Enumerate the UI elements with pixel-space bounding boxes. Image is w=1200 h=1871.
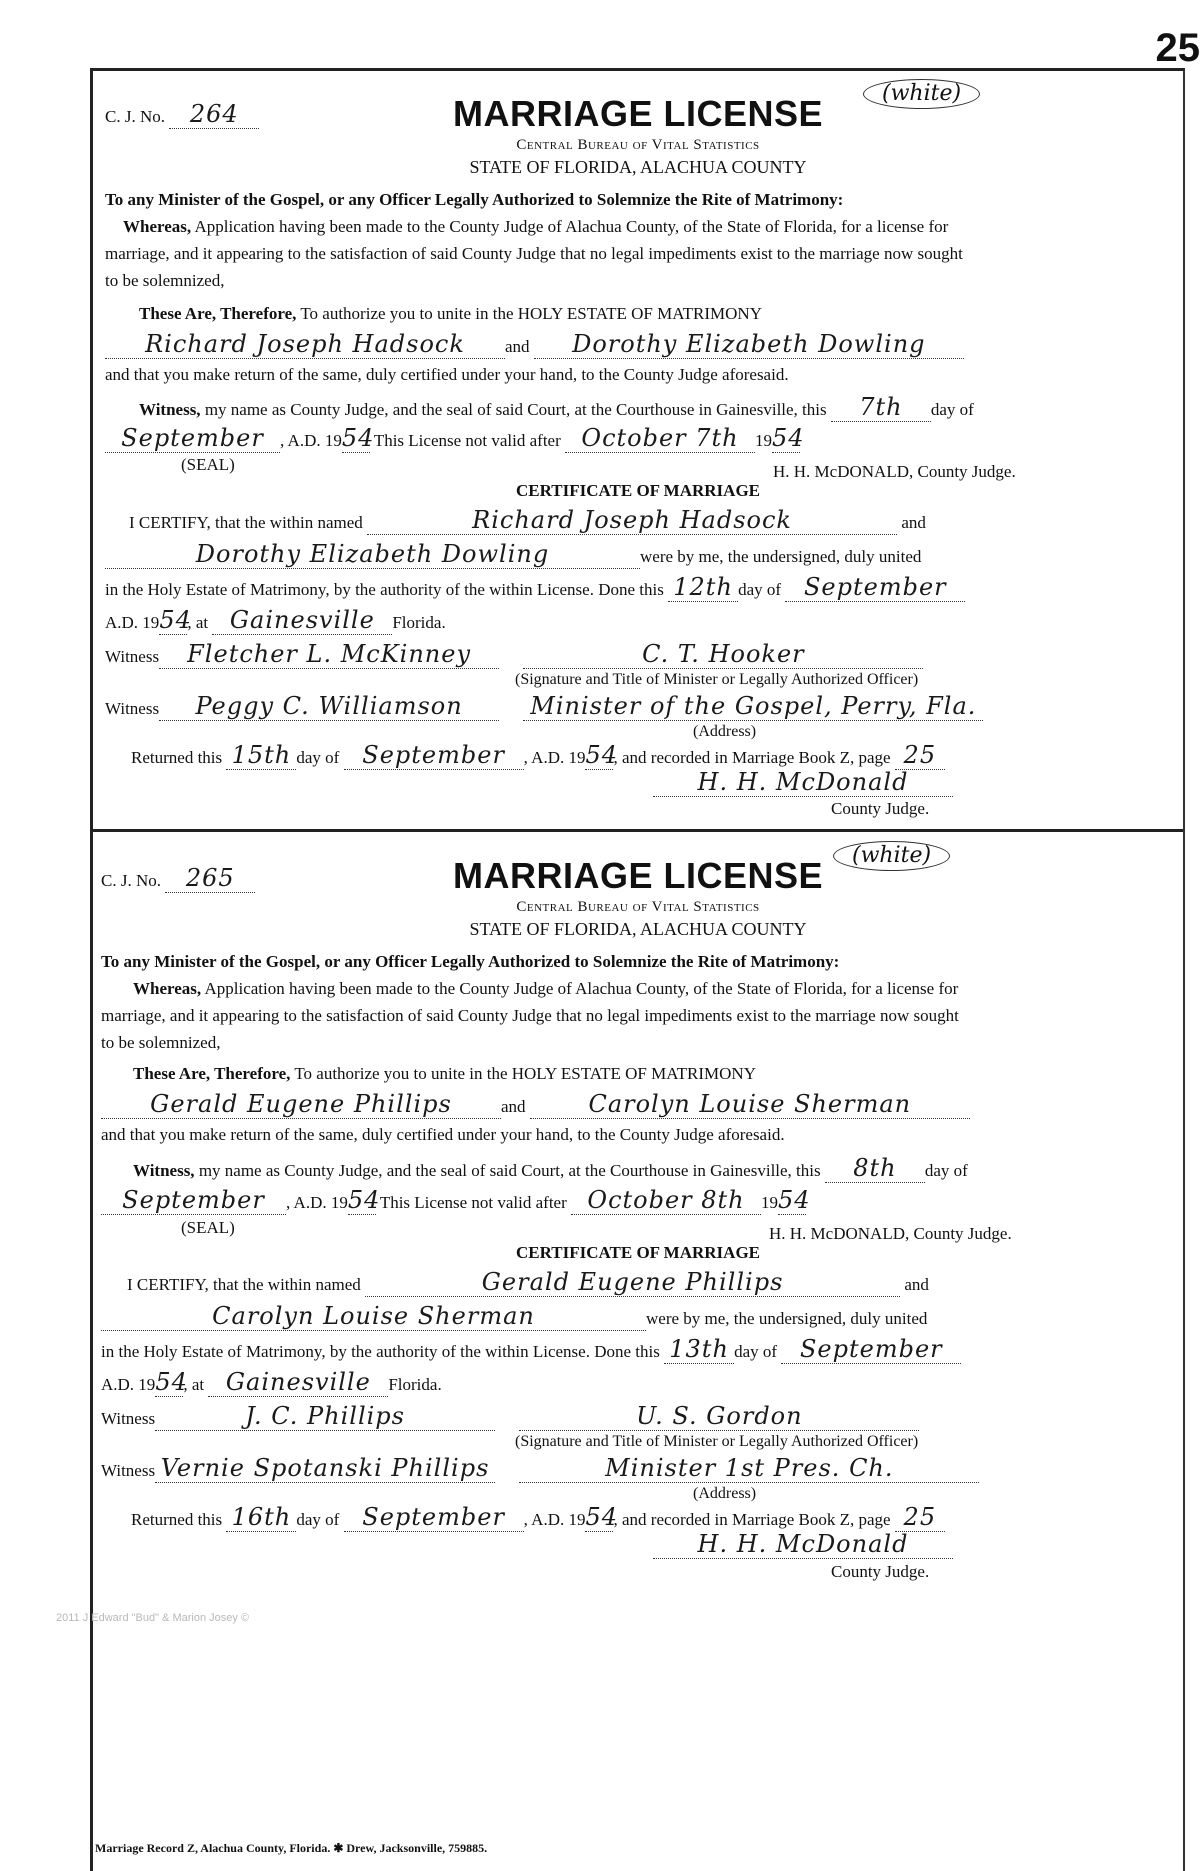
day-of: day of xyxy=(931,400,974,419)
witness-label: Witness xyxy=(101,1461,155,1480)
returned-line xyxy=(131,744,945,770)
and-word: and xyxy=(505,337,530,356)
address-line: To any Minister of the Gospel, or any Officer Legally Authorized to Solemnize the Rite of Matrimony: xyxy=(101,951,839,973)
witness-seal-line xyxy=(139,396,974,422)
issue-month: September xyxy=(122,1189,265,1211)
recorder-signature-line xyxy=(653,1533,953,1559)
bride-united-line xyxy=(101,1305,927,1331)
address-caption: (Address) xyxy=(693,1483,756,1505)
witness-1-line xyxy=(105,643,923,669)
issue-date-line xyxy=(105,427,800,453)
bride-name: Dorothy Elizabeth Dowling xyxy=(572,333,925,355)
witness-1: J. C. Phillips xyxy=(245,1405,405,1427)
certificate-heading: CERTIFICATE OF MARRIAGE xyxy=(93,481,1183,501)
certificate-heading: CERTIFICATE OF MARRIAGE xyxy=(93,1243,1183,1263)
state-county: STATE OF FLORIDA, ALACHUA COUNTY xyxy=(93,157,1183,178)
united-text: were by me, the undersigned, duly united xyxy=(640,547,921,566)
ad-label: , A.D. 19 xyxy=(286,1193,348,1212)
witness-2-line xyxy=(105,695,983,721)
place-line xyxy=(101,1371,442,1397)
day-of: day of xyxy=(296,1510,339,1529)
day-of: day of xyxy=(925,1161,968,1180)
not-valid-text: This License not valid after xyxy=(374,431,561,450)
seal: (SEAL) xyxy=(181,1217,235,1239)
expiry-year: 54 xyxy=(778,1189,811,1211)
record-page xyxy=(90,68,1185,1871)
names-line xyxy=(101,1093,970,1119)
returned-month: September xyxy=(362,1506,505,1528)
officer-address: Minister 1st Pres. Ch. xyxy=(605,1457,893,1479)
signature-caption: (Signature and Title of Minister or Legally Authorized Officer) xyxy=(515,669,918,691)
cj-label: C. J. No. xyxy=(105,107,165,126)
returned-line xyxy=(131,1506,945,1532)
signature-caption: (Signature and Title of Minister or Legally Authorized Officer) xyxy=(515,1431,918,1453)
witness-2: Vernie Spotanski Phillips xyxy=(161,1457,490,1479)
whereas-lead: Whereas, xyxy=(133,979,201,998)
united-text: were by me, the undersigned, duly united xyxy=(646,1309,927,1328)
place-line xyxy=(105,609,446,635)
certify-line xyxy=(129,509,926,535)
done-month: September xyxy=(800,1338,943,1360)
witness-seal-line xyxy=(133,1157,968,1183)
done-day: 12th xyxy=(673,576,733,598)
ad-label: A.D. 19 xyxy=(101,1375,155,1394)
whereas-line-3: to be solemnized, xyxy=(101,1032,220,1054)
race-note: (white) xyxy=(833,841,950,871)
certify-text: I CERTIFY, that the within named xyxy=(129,513,363,532)
recorder-signature: H. H. McDonald xyxy=(698,1533,909,1555)
state-county: STATE OF FLORIDA, ALACHUA COUNTY xyxy=(93,919,1183,940)
witness-2-line xyxy=(101,1457,979,1483)
bride-united-line xyxy=(105,543,921,569)
these-lead: These Are, Therefore, xyxy=(133,1064,290,1083)
holy-text: in the Holy Estate of Matrimony, by the authority of the within License. Done this xyxy=(105,580,664,599)
ad-label: , A.D. 19 xyxy=(280,431,342,450)
expiry-year: 54 xyxy=(772,427,805,449)
issue-day: 8th xyxy=(853,1157,896,1179)
whereas-line-1 xyxy=(123,216,948,238)
expiry-year-prefix: 19 xyxy=(755,431,772,450)
expiry-year-prefix: 19 xyxy=(761,1193,778,1212)
issue-day: 7th xyxy=(859,396,902,418)
returned-day: 16th xyxy=(232,1506,292,1528)
these-are-line xyxy=(139,303,762,325)
seal: (SEAL) xyxy=(181,454,235,476)
florida: Florida. xyxy=(388,1375,441,1394)
returned-day: 15th xyxy=(232,744,292,766)
day-of: day of xyxy=(296,748,339,767)
witness-label: Witness xyxy=(105,699,159,718)
returned-text: Returned this xyxy=(131,1510,222,1529)
issue-month: September xyxy=(121,427,264,449)
page-number: 25 xyxy=(1156,26,1200,71)
holy-text: in the Holy Estate of Matrimony, by the authority of the within License. Done this xyxy=(101,1342,660,1361)
footer-imprint: Marriage Record Z, Alachua County, Florida. ✱ Drew, Jacksonville, 759885. xyxy=(95,1841,487,1856)
cj-label: C. J. No. xyxy=(101,871,161,890)
these-text: To authorize you to unite in the HOLY ESTATE OF MATRIMONY xyxy=(300,304,762,323)
judge-name: H. H. McDONALD, County Judge. xyxy=(769,1223,1012,1245)
expiry-date: October 7th xyxy=(581,427,738,449)
address-caption: (Address) xyxy=(693,721,756,743)
day-of: day of xyxy=(734,1342,777,1361)
address-line: To any Minister of the Gospel, or any Officer Legally Authorized to Solemnize the Rite of Matrimony: xyxy=(105,189,843,211)
certify-text: I CERTIFY, that the within named xyxy=(127,1275,361,1294)
witness-lead: Witness, xyxy=(139,400,201,419)
these-text: To authorize you to unite in the HOLY ESTATE OF MATRIMONY xyxy=(294,1064,756,1083)
issue-date-line xyxy=(101,1189,806,1215)
cert-bride: Dorothy Elizabeth Dowling xyxy=(196,543,549,565)
cj-number: 264 xyxy=(190,103,239,125)
bureau-name: Central Bureau of Vital Statistics xyxy=(93,899,1183,916)
recorder-signature: H. H. McDonald xyxy=(698,771,909,793)
county-judge: County Judge. xyxy=(831,1561,929,1583)
issue-year: 54 xyxy=(342,427,375,449)
certify-line xyxy=(127,1271,929,1297)
witness-2: Peggy C. Williamson xyxy=(195,695,462,717)
groom-name: Gerald Eugene Phillips xyxy=(150,1093,452,1115)
whereas-text-1: Application having been made to the County Judge of Alachua County, of the State of Florida, for a license for xyxy=(194,217,948,236)
license-title: MARRIAGE LICENSE xyxy=(93,93,1183,135)
day-of: day of xyxy=(738,580,781,599)
expiry-date: October 8th xyxy=(587,1189,744,1211)
place: Gainesville xyxy=(230,609,375,631)
book-page: 25 xyxy=(904,1506,937,1528)
groom-name: Richard Joseph Hadsock xyxy=(145,333,465,355)
witness-label: Witness xyxy=(105,647,159,666)
and-word: and xyxy=(501,1097,526,1116)
recorded-text: , and recorded in Marriage Book Z, page xyxy=(613,1510,890,1529)
race-note: (white) xyxy=(863,79,980,109)
officer-address: Minister of the Gospel, Perry, Fla. xyxy=(530,695,976,717)
at-word: , at xyxy=(187,613,208,632)
not-valid-text: This License not valid after xyxy=(380,1193,567,1212)
bureau-name: Central Bureau of Vital Statistics xyxy=(93,137,1183,154)
witness-text: my name as County Judge, and the seal of said Court, at the Courthouse in Gainesville, this xyxy=(199,1161,821,1180)
witness-1: Fletcher L. McKinney xyxy=(187,643,471,665)
cj-number: 265 xyxy=(186,867,235,889)
witness-label: Witness xyxy=(101,1409,155,1428)
returned-year: 54 xyxy=(585,1506,618,1528)
these-lead: These Are, Therefore, xyxy=(139,304,296,323)
section-divider xyxy=(93,829,1183,832)
holy-estate-line xyxy=(101,1338,961,1364)
witness-lead: Witness, xyxy=(133,1161,195,1180)
whereas-line-3: to be solemnized, xyxy=(105,270,224,292)
place: Gainesville xyxy=(226,1371,371,1393)
judge-name: H. H. McDONALD, County Judge. xyxy=(773,461,1016,483)
officer-signature: C. T. Hooker xyxy=(642,643,805,665)
returned-year: 54 xyxy=(585,744,618,766)
whereas-text-1: Application having been made to the County Judge of Alachua County, of the State of Florida, for a license for xyxy=(204,979,958,998)
holy-estate-line xyxy=(105,576,965,602)
witness-text: my name as County Judge, and the seal of said Court, at the Courthouse in Gainesville, this xyxy=(205,400,827,419)
issue-year: 54 xyxy=(348,1189,381,1211)
return-line: and that you make return of the same, duly certified under your hand, to the County Judge aforesaid. xyxy=(105,364,789,386)
return-line: and that you make return of the same, duly certified under your hand, to the County Judge aforesaid. xyxy=(101,1124,785,1146)
book-page: 25 xyxy=(904,744,937,766)
done-year: 54 xyxy=(155,1371,188,1393)
whereas-line-2: marriage, and it appearing to the satisfaction of said County Judge that no legal impediments exist to the marriage now sought xyxy=(101,1005,959,1027)
whereas-lead: Whereas, xyxy=(123,217,191,236)
and-word: and xyxy=(901,513,926,532)
returned-month: September xyxy=(362,744,505,766)
cert-groom: Gerald Eugene Phillips xyxy=(482,1271,784,1293)
florida: Florida. xyxy=(392,613,445,632)
license-title: MARRIAGE LICENSE xyxy=(93,855,1183,897)
names-line xyxy=(105,333,964,359)
whereas-line-1 xyxy=(133,978,958,1000)
cert-groom: Richard Joseph Hadsock xyxy=(472,509,792,531)
recorder-signature-line xyxy=(653,771,953,797)
bride-name: Carolyn Louise Sherman xyxy=(588,1093,911,1115)
ad-label: , A.D. 19 xyxy=(524,1510,586,1529)
done-day: 13th xyxy=(669,1338,729,1360)
these-are-line xyxy=(133,1063,756,1085)
cert-bride: Carolyn Louise Sherman xyxy=(212,1305,535,1327)
copyright-watermark: 2011 J Edward "Bud" & Marion Josey © xyxy=(56,1612,249,1624)
county-judge: County Judge. xyxy=(831,798,929,820)
done-month: September xyxy=(804,576,947,598)
ad-label: A.D. 19 xyxy=(105,613,159,632)
at-word: , at xyxy=(183,1375,204,1394)
returned-text: Returned this xyxy=(131,748,222,767)
ad-label: , A.D. 19 xyxy=(524,748,586,767)
recorded-text: , and recorded in Marriage Book Z, page xyxy=(613,748,890,767)
officer-signature: U. S. Gordon xyxy=(636,1405,803,1427)
witness-1-line xyxy=(101,1405,919,1431)
whereas-line-2: marriage, and it appearing to the satisfaction of said County Judge that no legal impediments exist to the marriage now sought xyxy=(105,243,963,265)
done-year: 54 xyxy=(159,609,192,631)
and-word: and xyxy=(904,1275,929,1294)
